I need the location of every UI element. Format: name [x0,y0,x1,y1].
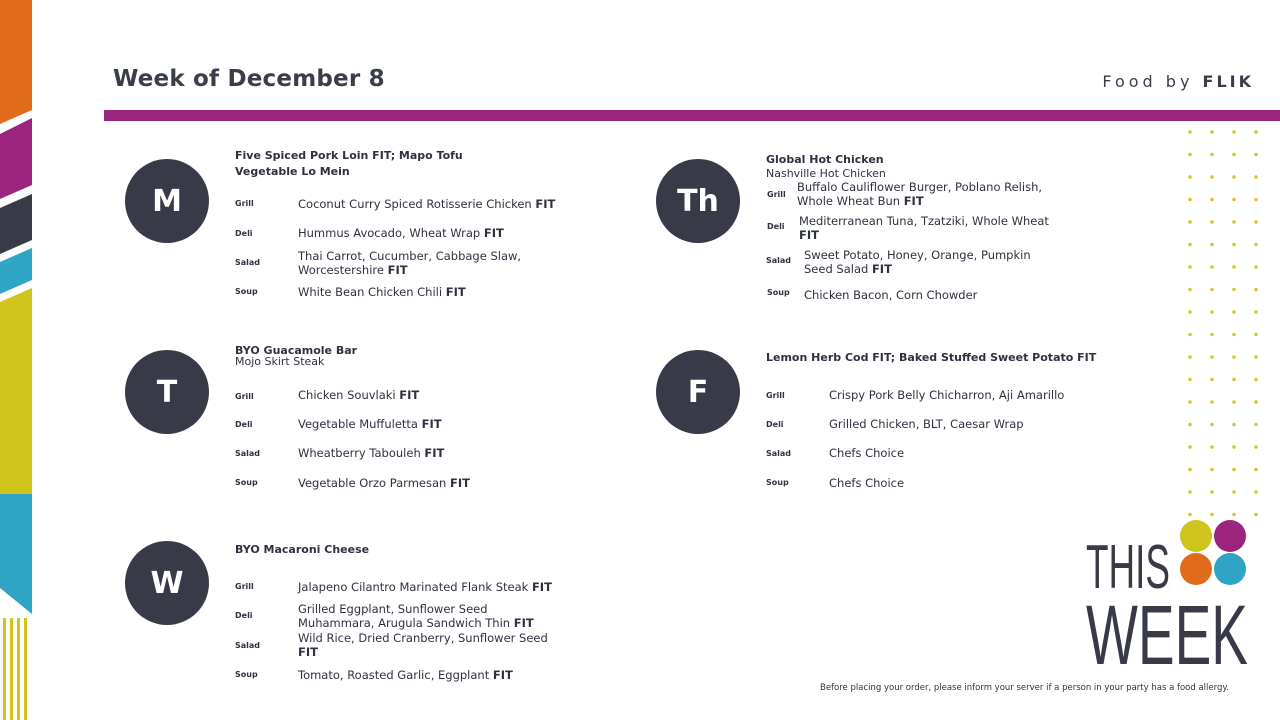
friday-headline: Lemon Herb Cod FIT; Baked Stuffed Sweet Potato FIT [766,351,1097,364]
menu-item: Buffalo Cauliflower Burger, Poblano Relish, Whole Wheat Bun FIT [797,180,1043,208]
station-label: Deli [235,229,253,238]
menu-item: Wild Rice, Dried Cranberry, Sunflower Seed FIT [298,631,548,659]
station-label: Grill [235,392,254,401]
menu-item: White Bean Chicken Chili FIT [298,285,466,299]
station-label: Salad [235,449,261,458]
allergy-notice: Before placing your order, please inform your server if a person in your party has a food allergy. [820,683,1229,693]
station-label: Deli [235,611,253,620]
brand-name: FLIK [1202,72,1254,91]
day-badge-friday: F [656,350,740,434]
menu-item: Chicken Souvlaki FIT [298,388,420,402]
menu-item: Thai Carrot, Cucumber, Cabbage Slaw, Worcestershire FIT [298,249,522,277]
day-badge-thursday: Th [656,159,740,243]
tuesday-headline: BYO Guacamole Bar [235,344,358,357]
day-badge-wednesday: W [125,541,209,625]
thursday-subheadline: Nashville Hot Chicken [766,167,886,180]
station-label: Soup [235,670,258,679]
menu-item: Vegetable Orzo Parmesan FIT [298,476,470,490]
menu-item: Mediterranean Tuna, Tzatziki, Whole Wheat FIT [799,214,1049,242]
menu-item: Grilled Chicken, BLT, Caesar Wrap [829,417,1024,431]
brand-logo [1102,72,1254,91]
day-badge-tuesday: T [125,350,209,434]
station-label: Salad [235,258,261,267]
tuesday-subheadline: Mojo Skirt Steak [235,355,325,368]
station-label: Deli [235,420,253,429]
this-week-logo [1086,518,1254,668]
thursday-headline: Global Hot Chicken [766,153,884,166]
menu-item: Vegetable Muffuletta FIT [298,417,442,431]
brand-prefix: Food by [1102,72,1194,91]
logo-line2: WEEK [1086,588,1248,668]
station-label: Salad [235,641,261,650]
header-divider [104,110,1280,121]
station-label: Deli [766,420,784,429]
monday-headline-2: Vegetable Lo Mein [235,165,350,178]
menu-item: Hummus Avocado, Wheat Wrap FIT [298,226,504,240]
menu-item: Chicken Bacon, Corn Chowder [804,288,978,302]
menu-item: Tomato, Roasted Garlic, Eggplant FIT [298,668,513,682]
monday-headline: Five Spiced Pork Loin FIT; Mapo Tofu [235,149,463,162]
station-label: Grill [767,190,786,199]
station-label: Grill [235,199,254,208]
station-label: Grill [235,582,254,591]
wednesday-headline: BYO Macaroni Cheese [235,543,370,556]
decorative-stripes [0,0,40,720]
menu-item: Crispy Pork Belly Chicharron, Aji Amarillo [829,388,1065,402]
menu-item: Wheatberry Tabouleh FIT [298,446,445,460]
menu-item: Coconut Curry Spiced Rotisserie Chicken FIT [298,197,556,211]
station-label: Soup [235,287,258,296]
station-label: Deli [767,222,785,231]
station-label: Soup [766,478,789,487]
menu-item: Grilled Eggplant, Sunflower Seed Muhammara, Arugula Sandwich Thin FIT [298,602,534,630]
station-label: Grill [766,391,785,400]
station-label: Soup [235,478,258,487]
logo-line1: THIS [1086,533,1170,602]
menu-item: Sweet Potato, Honey, Orange, Pumpkin Seed Salad FIT [804,248,1031,276]
station-label: Salad [766,256,792,265]
dot-grid-decoration [1184,125,1264,520]
station-label: Soup [767,288,790,297]
page-title: Week of December 8 [113,66,385,92]
menu-item: Chefs Choice [829,446,905,460]
menu-item: Jalapeno Cilantro Marinated Flank Steak FIT [298,580,552,594]
station-label: Salad [766,449,792,458]
menu-item: Chefs Choice [829,476,905,490]
day-badge-monday: M [125,159,209,243]
